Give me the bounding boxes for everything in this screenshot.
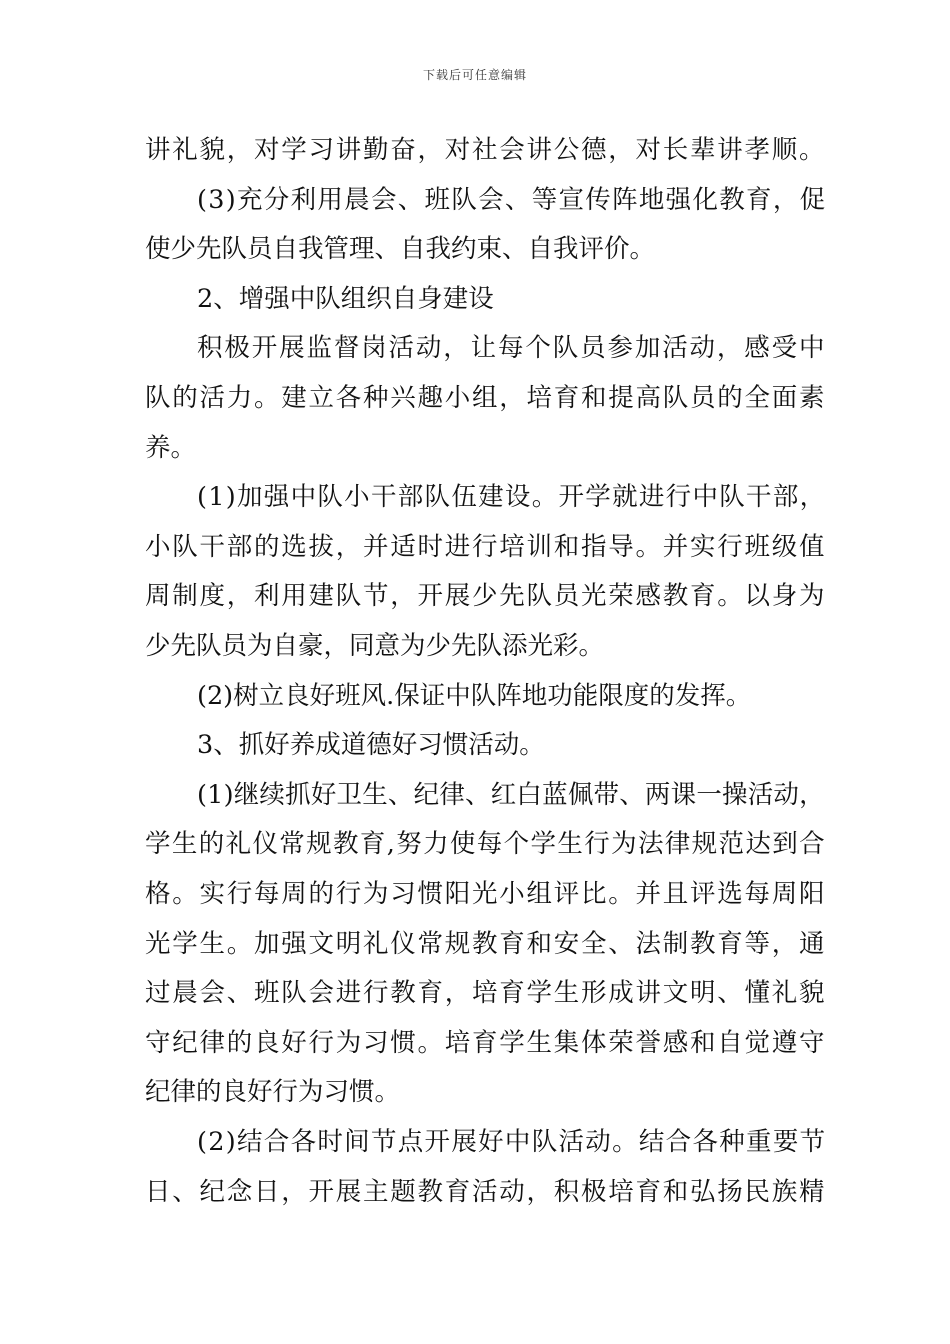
paragraph-line: 少先队员为自豪，同意为少先队添光彩。 xyxy=(145,631,605,661)
paragraph-line: 小队干部的选拔，并适时进行培训和指导。并实行班级值 xyxy=(145,531,827,562)
paragraph-line: 学生的礼仪常规教育,努力使每个学生行为法律规范达到合 xyxy=(145,829,826,860)
paragraph-first-line: (2)树立良好班风.保证中队阵地功能限度的发挥。 xyxy=(197,680,752,711)
paragraph-first-line: (3)充分利用晨会、班队会、等宣传阵地强化教育，促 xyxy=(197,184,827,215)
paragraph-first-line: 积极开展监督岗活动，让每个队员参加活动，感受中 xyxy=(197,333,827,364)
paragraph-first-line: (1)加强中队小干部队伍建设。开学就进行中队干部， xyxy=(197,482,827,513)
paragraph-line: 队的活力。建立各种兴趣小组，培育和提高队员的全面素 xyxy=(145,383,827,413)
paragraph-line: 纪律的良好行为习惯。 xyxy=(145,1077,401,1108)
paragraph-first-line: (2)结合各时间节点开展好中队活动。结合各种重要节 xyxy=(197,1127,827,1157)
paragraph-line: 守纪律的良好行为习惯。培育学生集体荣誉感和自觉遵守 xyxy=(145,1027,827,1058)
paragraph-line: 光学生。加强文明礼仪常规教育和安全、法制教育等，通 xyxy=(145,928,827,959)
paragraph-line: 周制度，利用建队节，开展少先队员光荣感教育。以身为 xyxy=(145,581,827,612)
page-header-note: 下载后可任意编辑 xyxy=(422,68,527,82)
paragraph-line: 使少先队员自我管理、自我约束、自我评价。 xyxy=(145,234,656,265)
paragraph-first-line: 3、抓好养成道德好习惯活动。 xyxy=(197,730,545,761)
paragraph-line: 过晨会、班队会进行教育，培育学生形成讲文明、懂礼貌 xyxy=(145,978,827,1009)
paragraph-line: 日、纪念日，开展主题教育活动，积极培育和弘扬民族精 xyxy=(145,1176,827,1207)
paragraph-line: 讲礼貌，对学习讲勤奋，对社会讲公德，对长辈讲孝顺。 xyxy=(145,135,827,165)
paragraph-first-line: 2、增强中队组织自身建设 xyxy=(197,283,494,314)
paragraph-line: 养。 xyxy=(145,432,197,463)
paragraph-line: 格。实行每周的行为习惯阳光小组评比。并且评选每周阳 xyxy=(145,879,827,909)
paragraph-first-line: (1)继续抓好卫生、纪律、红白蓝佩带、两课一操活动， xyxy=(197,779,825,810)
